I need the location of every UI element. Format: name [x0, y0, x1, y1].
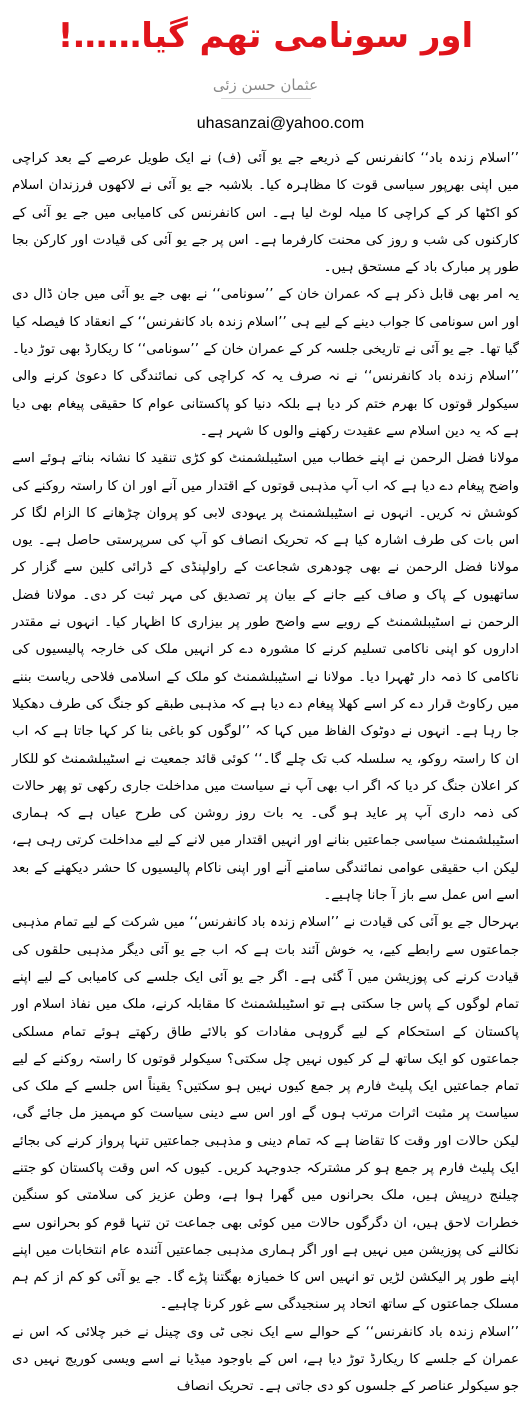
article-page: [0, 14, 529, 1395]
author-name: عثمان حسن زئی: [212, 76, 319, 94]
author-email: uhasanzai@yahoo.com: [196, 115, 365, 132]
article-paragraph-2: یہ امر بھی قابل ذکر ہے کہ عمران خان کے ’’سونامی‘‘ نے بھی جے یو آئی میں جان ڈال دی اور اس سونامی کا جواب دینے کے لیے ہی ’’اسلام زندہ باد کانفرنس‘‘ کے انعقاد کا فیصلہ کیا گیا تھا۔ جے یو آئی نے تاریخی جلسہ کر کے عمران خان کے ’’سونامی‘‘ کا ریکارڈ بھی توڑ دیا۔ ’’اسلام زندہ باد کانفرنس‘‘ نے نہ صرف یہ کہ کراچی کی نمائندگی کا دعویٰ کرنے والی سیکولر قوتوں کا بھرم ختم کر دیا ہے بلکہ دنیا کو پاکستانی عوام کا حقیقی پیغام بھی دیا ہے کہ یہ دین اسلام سے عقیدت رکھنے والوں کا شہر ہے۔: [12, 287, 519, 439]
article-paragraph-4: بہرحال جے یو آئی کی قیادت نے ’’اسلام زندہ باد کانفرنس‘‘ میں شرکت کے لیے تمام مذہبی جماعتوں سے رابطے کیے، یہ خوش آئند بات ہے کہ اب جے یو آئی دیگر مذہبی حلقوں کی قیادت کرنے کی پوزیشن میں آ گئی ہے۔ اگر جے یو آئی ایک جلسے کی کامیابی کے لیے اپنے تمام لوگوں کے پاس جا سکتی ہے تو اسٹیبلشمنٹ کا مقابلہ کرنے، ملک میں نفاذ اسلام اور پاکستان کے استحکام کے لیے گروہی مفادات کو بالائے طاق رکھتے ہوئے تمام مسلکی جماعتوں کو ایک ساتھ لے کر کیوں نہیں چل سکتی؟ سیکولر قوتوں کا راستہ روکنے کے لیے تمام جماعتیں ایک پلیٹ فارم پر جمع کیوں نہیں ہو سکتیں؟ یقیناً اس جلسے کے ملک کی سیاست پر مثبت اثرات مرتب ہوں گے اور اس سے دینی سیاست کو مہمیز مل جائے گی، لیکن حالات اور وقت کا تقاضا ہے کہ تمام دینی و مذہبی جماعتیں تنہا پرواز کرنے کی بجائے ایک پلیٹ فارم پر جمع ہو کر مشترکہ جدوجہد کریں۔ کیوں کہ اس وقت پاکستان کو جتنے چیلنج درپیش ہیں، ملک بحرانوں میں گھرا ہوا ہے، وطن عزیز کی سلامتی کو سنگین خطرات لاحق ہیں، ان دگرگوں حالات میں کوئی بھی جماعت تن تنہا قوم کو بحرانوں سے نکالنے کی پوزیشن میں نہیں ہے اور اگر ہماری مذہبی جماعتیں آئندہ عام انتخابات میں اپنے اپنے طور پر الیکشن لڑیں تو انہیں اس کا خمیازہ بھگتنا پڑے گا۔ جے یو آئی کو کم از کم ہم مسلک جماعتوں کے ساتھ اتحاد پر سنجیدگی سے غور کرنا چاہیے۔: [12, 915, 519, 1313]
article-paragraph-1: ’’اسلام زندہ باد‘‘ کانفرنس کے ذریعے جے یو آئی (ف) نے ایک طویل عرصے کے بعد کراچی میں اپنی بھرپور سیاسی قوت کا مظاہرہ کیا۔ بلاشبہ جے یو آئی نے لاکھوں فرزندان اسلام کو اکٹھا کر کے کراچی کا میلہ لوٹ لیا ہے۔ اس کانفرنس کی کامیابی میں جے یو آئی کے کارکنوں کی شب و روز کی محنت کارفرما ہے۔ اس پر جے یو آئی کی قیادت اور کارکن بجا طور پر مبارک باد کے مستحق ہیں۔: [12, 151, 519, 276]
article-body: [12, 145, 519, 1401]
article-paragraph-5: ’’اسلام زندہ باد کانفرنس‘‘ کے حوالے سے ایک نجی ٹی وی چینل نے خبر چلائی کہ اس نے عمران کے جلسے کا ریکارڈ توڑ دیا ہے، اس کے باوجود میڈیا نے اسے ویسی کوریج نہیں دی جو سیکولر عناصر کے جلسوں کو دی جاتی ہے۔ تحریک انصاف: [12, 1324, 519, 1395]
byline-divider: [221, 98, 311, 99]
article-title: اور سونامی تھم گیا……!: [57, 16, 474, 56]
article-paragraph-3: مولانا فضل الرحمن نے اپنے خطاب میں اسٹیبلشمنٹ کو کڑی تنقید کا نشانہ بناتے ہوئے اسے واضح پیغام دے دیا ہے کہ اب آپ مذہبی قوتوں کے اقتدار میں آنے اور ان کا راستہ روکنے کی کوشش نہ کریں۔ انہوں نے اسٹیبلشمنٹ پر یہودی لابی کو پروان چڑھانے کا الزام لگا کر اس بات کی طرف اشارہ کیا ہے کہ تحریک انصاف کو آپ کی سرپرستی حاصل ہے۔ یوں مولانا فضل الرحمن نے بھی چودھری شجاعت کے راولپنڈی کے ڈرائی کلین سے گزار کر ساتھیوں کے پاک و صاف کیے جانے کے بیان پر تصدیق کی مہر ثبت کر دی۔ مولانا فضل الرحمن نے اسٹیبلشمنٹ کے رویے سے واضح طور پر بیزاری کا اظہار کیا۔ انہوں نے مقتدر اداروں کو اپنی ناکامی تسلیم کرنے کا مشورہ دے کر انہیں ملک کی خارجہ پالیسیوں کی ناکامی کا ذمہ دار ٹھہرا دیا۔ مولانا نے اسٹیبلشمنٹ کو ملک کے اسلامی فلاحی ریاست بننے میں رکاوٹ قرار دے کر اسے کھلا پیغام دے دیا ہے کہ مذہبی طبقے کو جنگ کی طرف دھکیلا جا رہا ہے۔ انہوں نے دوٹوک الفاظ میں کہا کہ ’’لوگوں کو باغی بنا کر کہا جاتا ہے کہ اب ان کا راستہ روکو، یہ سلسلہ کب تک چلے گا۔‘‘ کوئی قائد جمعیت نے اسٹیبلشمنٹ کو للکار کر اعلان جنگ کر دیا کہ اگر اب بھی آپ نے سیاست میں مداخلت جاری رکھی تو پھر حالات کی ذمہ داری آپ پر عاید ہو گی۔ یہ بات روز روشن کی طرح عیاں ہے کہ ہماری اسٹیبلشمنٹ سیاسی جماعتیں بنانے اور انہیں اقتدار میں لانے کے لیے مداخلت کرتی رہی ہے، لیکن اب حقیقی عوامی نمائندگی سامنے آنے اور اپنی ناکام پالیسیوں کا حشر دیکھنے کے بعد اسے اس عمل سے باز آ جانا چاہیے۔: [12, 451, 519, 904]
